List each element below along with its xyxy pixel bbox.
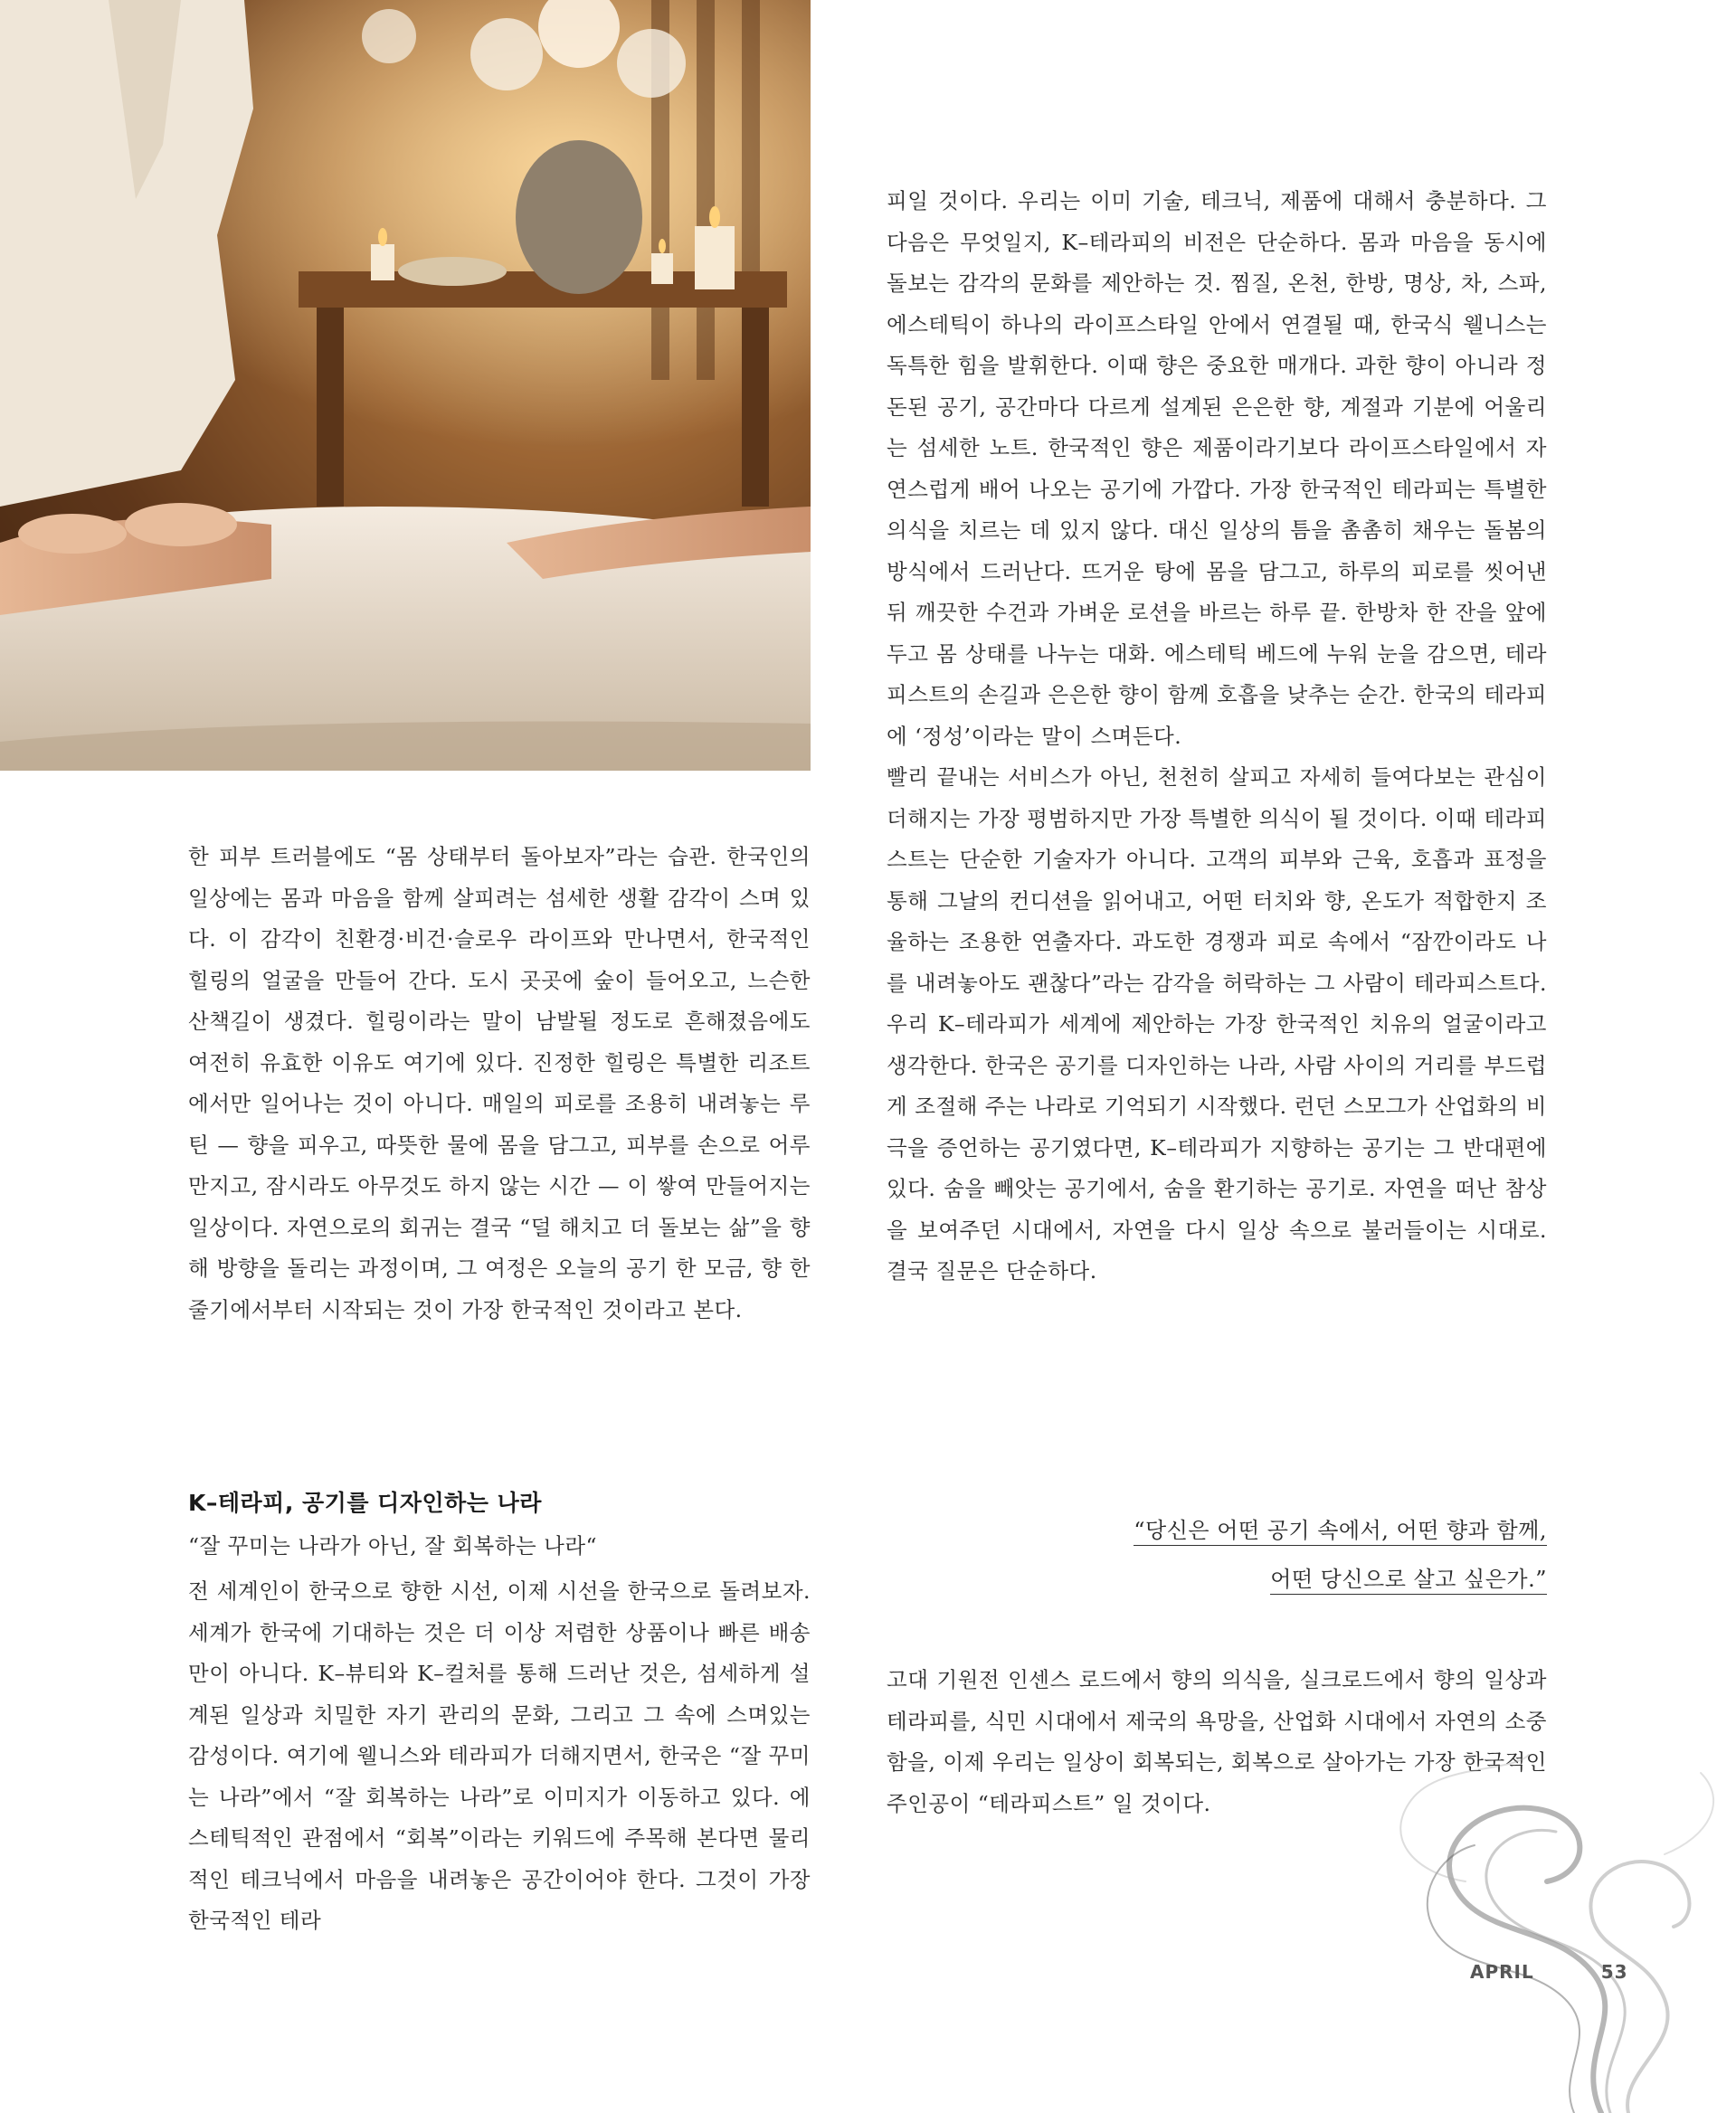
- footer-month: APRIL: [1470, 1961, 1534, 1983]
- section-subheading: “잘 꾸미는 나라가 아닌, 잘 회복하는 나라“: [188, 1533, 598, 1559]
- body-paragraph: 고대 기원전 인센스 로드에서 향의 의식을, 실크로드에서 향의 일상과 테라피를, 식민 시대에서 제국의 욕망을, 산업화 시대에서 자연의 소중함을, 이제 우리는 일상이 회복되는, 회복으로 살아가는 가장 한국적인 주인공이 “테라피스트” 일 것이다.: [887, 1667, 1547, 1816]
- quote-line: 어떤 당신으로 살고 싶은가.”: [1270, 1567, 1547, 1595]
- right-column-top: [887, 181, 1547, 1293]
- body-paragraph: 한 피부 트러블에도 “몸 상태부터 돌아보자”라는 습관. 한국인의 일상에는 몸과 마음을 함께 살피려는 섬세한 생활 감각이 스며 있다. 이 감각이 친환경·비건·슬로우 라이프와 만나면서, 한국적인 힐링의 얼굴을 만들어 간다. 도시 곳곳에 숲이 들어오고, 느슨한 산책길이 생겼다. 힐링이라는 말이 남발될 정도로 흔해졌음에도 여전히 유효한 이유도 여기에 있다. 진정한 힐링은 특별한 리조트에서만 일어나는 것이 아니다. 매일의 피로를 조용히 내려놓는 루틴 — 향을 피우고, 따뜻한 물에 몸을 담그고, 피부를 손으로 어루만지고, 잠시라도 아무것도 하지 않는 시간 — 이 쌓여 만들어지는 일상이다. 자연으로의 회귀는 결국 “덜 해치고 더 돌보는 삶”을 향해 방향을 돌리는 과정이며, 그 여정은 오늘의 공기 한 모금, 향 한 줄기에서부터 시작되는 것이 가장 한국적인 것이라고 본다.: [188, 844, 811, 1322]
- pull-quote: [914, 1506, 1547, 1604]
- body-paragraph: 피일 것이다. 우리는 이미 기술, 테크닉, 제품에 대해서 충분하다. 그다음은 무엇일지, K–테라피의 비전은 단순하다. 몸과 마음을 동시에 돌보는 감각의 문화를 제안하는 것. 찜질, 온천, 한방, 명상, 차, 스파, 에스테틱이 하나의 라이프스타일 안에서 연결될 때, 한국식 웰니스는 독특한 힘을 발휘한다. 이때 향은 중요한 매개다. 과한 향이 아니라 정돈된 공기, 공간마다 다르게 설계된 은은한 향, 계절과 기분에 어울리는 섬세한 노트. 한국적인 향은 제품이라기보다 라이프스타일에서 자연스럽게 배어 나오는 공기에 가깝다. 가장 한국적인 테라피는 특별한 의식을 치르는 데 있지 않다. 대신 일상의 틈을 촘촘히 채우는 돌봄의 방식에서 드러난다. 뜨거운 탕에 몸을 담그고, 하루의 피로를 씻어낸 뒤 깨끗한 수건과 가벼운 로션을 바르는 하루 끝. 한방차 한 잔을 앞에 두고 몸 상태를 나누는 대화. 에스테틱 베드에 누워 눈을 감으면, 테라피스트의 손길과 은은한 향이 함께 호흡을 낮추는 순간. 한국의 테라피에 ‘정성’이라는 말이 스며든다.: [887, 188, 1547, 749]
- spa-massage-photo: [0, 0, 811, 771]
- left-column-bottom: [188, 1571, 811, 1942]
- quote-line: “당신은 어떤 공기 속에서, 어떤 향과 함께,: [1134, 1518, 1547, 1546]
- body-paragraph: 전 세계인이 한국으로 향한 시선, 이제 시선을 한국으로 돌려보자. 세계가 한국에 기대하는 것은 더 이상 저렴한 상품이나 빠른 배송만이 아니다. K–뷰티와 K–컬처를 통해 드러난 것은, 섬세하게 설계된 일상과 치밀한 자기 관리의 문화, 그리고 그 속에 스며있는 감성이다. 여기에 웰니스와 테라피가 더해지면서, 한국은 “잘 꾸미는 나라”에서 “잘 회복하는 나라”로 이미지가 이동하고 있다. 에스테틱적인 관점에서 “회복”이라는 키워드에 주목해 본다면 물리적인 테크닉에서 마음을 내려놓은 공간이어야 한다. 그것이 가장 한국적인 테라: [188, 1578, 811, 1933]
- incense-smoke-illustration: [1303, 1746, 1736, 2113]
- section-heading: K–테라피, 공기를 디자인하는 나라: [188, 1490, 542, 1516]
- body-paragraph: 빨리 끝내는 서비스가 아닌, 천천히 살피고 자세히 들여다보는 관심이 더해지는 가장 평범하지만 가장 특별한 의식이 될 것이다. 이때 테라피스트는 단순한 기술자가 아니다. 고객의 피부와 근육, 호흡과 표정을 통해 그날의 컨디션을 읽어내고, 어떤 터치와 향, 온도가 적합한지 조율하는 조용한 연출자다. 과도한 경쟁과 피로 속에서 “잠깐이라도 나를 내려놓아도 괜찮다”라는 감각을 허락하는 그 사람이 테라피스트다. 우리 K–테라피가 세계에 제안하는 가장 한국적인 치유의 얼굴이라고 생각한다. 한국은 공기를 디자인하는 나라, 사람 사이의 거리를 부드럽게 조절해 주는 나라로 기억되기 시작했다. 런던 스모그가 산업화의 비극을 증언하는 공기였다면, K–테라피가 지향하는 공기는 그 반대편에 있다. 숨을 빼앗는 공기에서, 숨을 환기하는 공기로. 자연을 떠난 참상을 보여주던 시대에서, 자연을 다시 일상 속으로 불러들이는 시대로. 결국 질문은 단순하다.: [887, 764, 1547, 1284]
- page-number: 53: [1600, 1961, 1628, 1983]
- left-column-top: [188, 837, 811, 1331]
- page-footer: [1470, 1961, 1628, 1983]
- photo-illustration: [0, 0, 811, 771]
